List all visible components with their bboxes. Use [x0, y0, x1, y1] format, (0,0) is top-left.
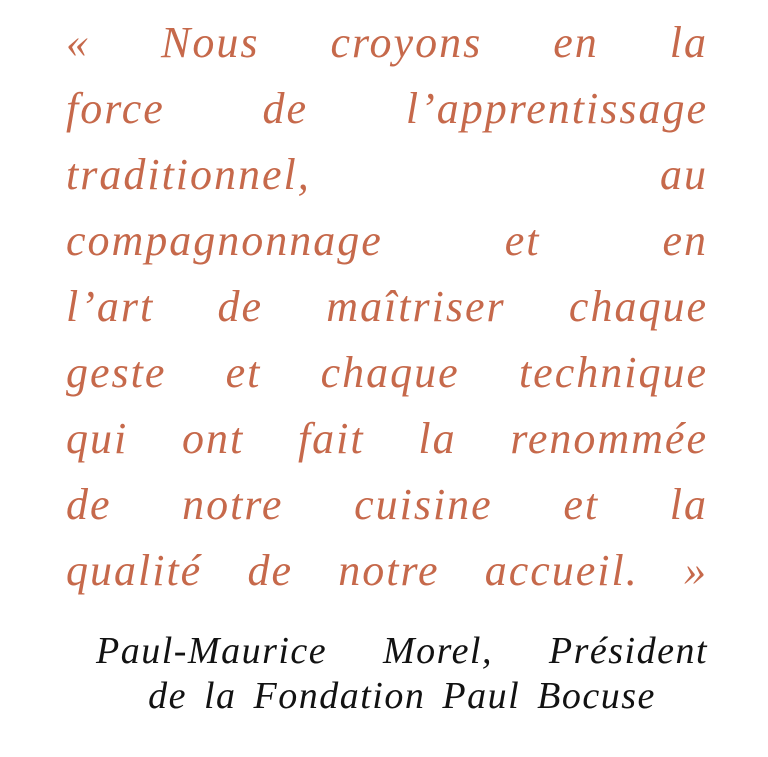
quote-text [66, 10, 708, 604]
quote-line: force de l’apprentissage [66, 84, 708, 133]
quote-line: qui ont fait la renommée [66, 414, 708, 463]
quote-line: traditionnel, au [66, 150, 708, 199]
quote-line: de notre cuisine et la [66, 480, 708, 529]
attribution [66, 629, 708, 719]
attribution-line: de la Fondation Paul Bocuse [148, 675, 656, 717]
quote-line: l’art de maîtriser chaque [66, 282, 708, 331]
quote-line: qualité de notre accueil. » [66, 546, 708, 595]
quote-line: geste et chaque technique [66, 348, 708, 397]
quote-line: « Nous croyons en la [66, 18, 708, 67]
attribution-line: Paul-Maurice Morel, Président [96, 630, 708, 672]
quote-line: compagnonnage et en [66, 216, 708, 265]
